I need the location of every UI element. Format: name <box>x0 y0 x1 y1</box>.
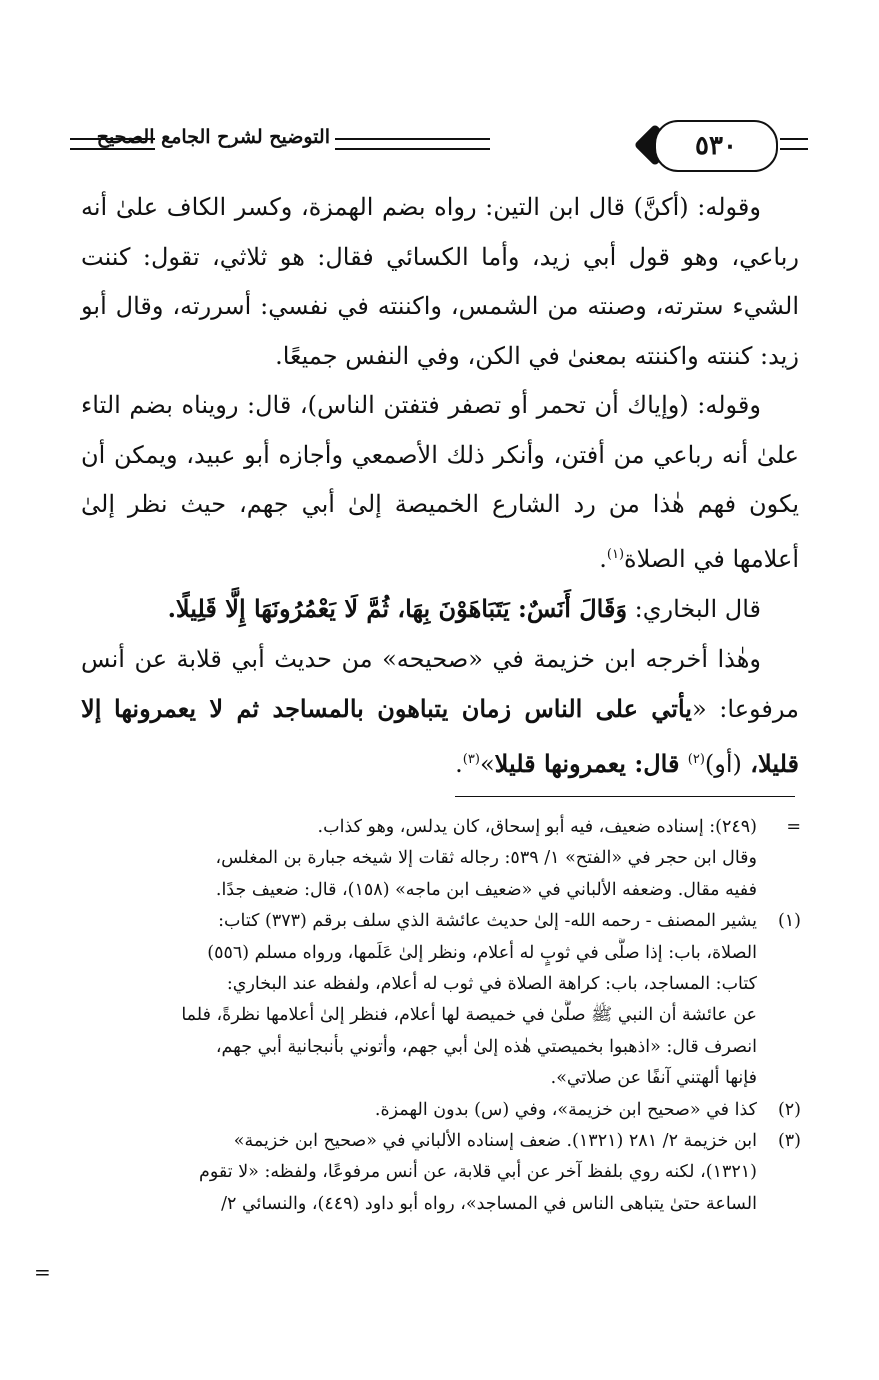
footnotes <box>79 812 801 1220</box>
footnote-ref-1: (١) <box>606 546 625 562</box>
paragraph-2: وقوله: (وإياك أن تحمر أو تصفر فتفتن الناس)، قال: رويناه بضم التاء علىٰ أنه رباعي من أفتن، وأنكر ذلك الأصمعي وأجازه أبو عبيد، ويمكن أن يكون فهم هٰذا من رد الشارع الخميصة إلىٰ أبي جهم، حيث نظر إلىٰ أعلامها في الصلاة$^{(١)}$. <box>81 391 799 573</box>
paragraph-4: وهٰذا أخرجه ابن خزيمة في «صحيحه» من حديث أبي قلابة عن أنس مرفوعا: «يأتي على الناس زمان يتباهون بالمساجد ثم لا يعمرونها إلا قليلا، (أو)$^{(٢)}$ قال: يعمرونها قليلا»$^{(٣)}$. <box>81 644 799 778</box>
page-number: ٥٣٠ <box>695 131 737 161</box>
footnote-separator <box>455 796 795 797</box>
header-rule-right <box>780 138 808 150</box>
footnote-continuation: = (٢٤٩): إسناده ضعيف، فيه أبو إسحاق، كان يدلس، وهو كذاب. وقال ابن حجر في «الفتح» ١/ ٥٣٩: رجاله ثقات إلا شيخه جبارة بن المغلس، ففيه مقال. وضعفه الألباني في «ضعيف ابن ماجه» (١٥٨)، قال: ضعيف جدًا. <box>215 817 801 900</box>
paragraph-3: قال البخاري: وَقَالَ أَنَسٌ: يَتَبَاهَوْنَ بِهَا، ثُمَّ لَا يَعْمُرُونَهَا إِلَّا قَلِيلًا. <box>167 594 761 623</box>
footnote-3: (٣) ابن خزيمة ٢/ ٢٨١ (١٣٢١). ضعف إسناده الألباني في «صحيح ابن خزيمة» (١٣٢١)، لكنه روي بلفظ آخر عن أبي قلابة، عن أنس مرفوعًا، ولفظه: «لا تقوم الساعة حتىٰ يتباهى الناس في المساجد»، رواه أبو داود (٤٤٩)، والنسائي ٢/ <box>199 1131 801 1214</box>
header-rule-left <box>70 138 155 150</box>
paragraph-1: وقوله: (أكنَّ) قال ابن التين: رواه بضم الهمزة، وكسر الكاف علىٰ أنه رباعي، وهو قول أبي زيد، وأما الكسائي فقال: هو ثلاثي، تقول: كننت الشيء سترته، وصنته من الشمس، واكننته في نفسي: أسررته، وقال أبو زيد: كننته واكننته بمعنىٰ في الكن، وفي النفس جميعًا. <box>81 193 799 370</box>
main-text <box>81 183 799 789</box>
header-rule-middle <box>335 138 490 150</box>
footnote-ref-2: (٢) <box>687 751 705 767</box>
page-header <box>70 118 808 174</box>
bukhari-quote: وَقَالَ أَنَسٌ: يَتَبَاهَوْنَ بِهَا، ثُمَّ لَا يَعْمُرُونَهَا إِلَّا قَلِيلًا. <box>167 594 628 623</box>
footnote-ref-3: (٣) <box>462 751 480 767</box>
page-number-badge <box>654 120 778 172</box>
running-title: التوضيح لشرح الجامع الصحيح <box>96 126 330 148</box>
footnote-continues-marker: = <box>34 1260 51 1284</box>
footnote-2: (٢) كذا في «صحيح ابن خزيمة»، وفي (س) بدون الهمزة. <box>374 1099 801 1120</box>
footnote-1: (١) يشير المصنف - رحمه الله- إلىٰ حديث عائشة الذي سلف برقم (٣٧٣) كتاب: الصلاة، باب: إذا صلَّى في ثوبٍ له أعلام، ونظر إلىٰ عَلَمها، ورواه مسلم (٥٥٦) كتاب: المساجد، باب: كراهة الصلاة في ثوب له أعلام، ولفظه عند البخاري: عن عائشة أن النبي ﷺ صلَّىٰ في خميصة لها أعلام، فنظر إلىٰ أعلامها نظرةً، فلما انصرف قال: «اذهبوا بخميصتي هٰذه إلىٰ أبي جهم، وأتوني بأنبجانية أبي جهم، فإنها ألهتني آنفًا عن صلاتي». <box>181 911 801 1089</box>
